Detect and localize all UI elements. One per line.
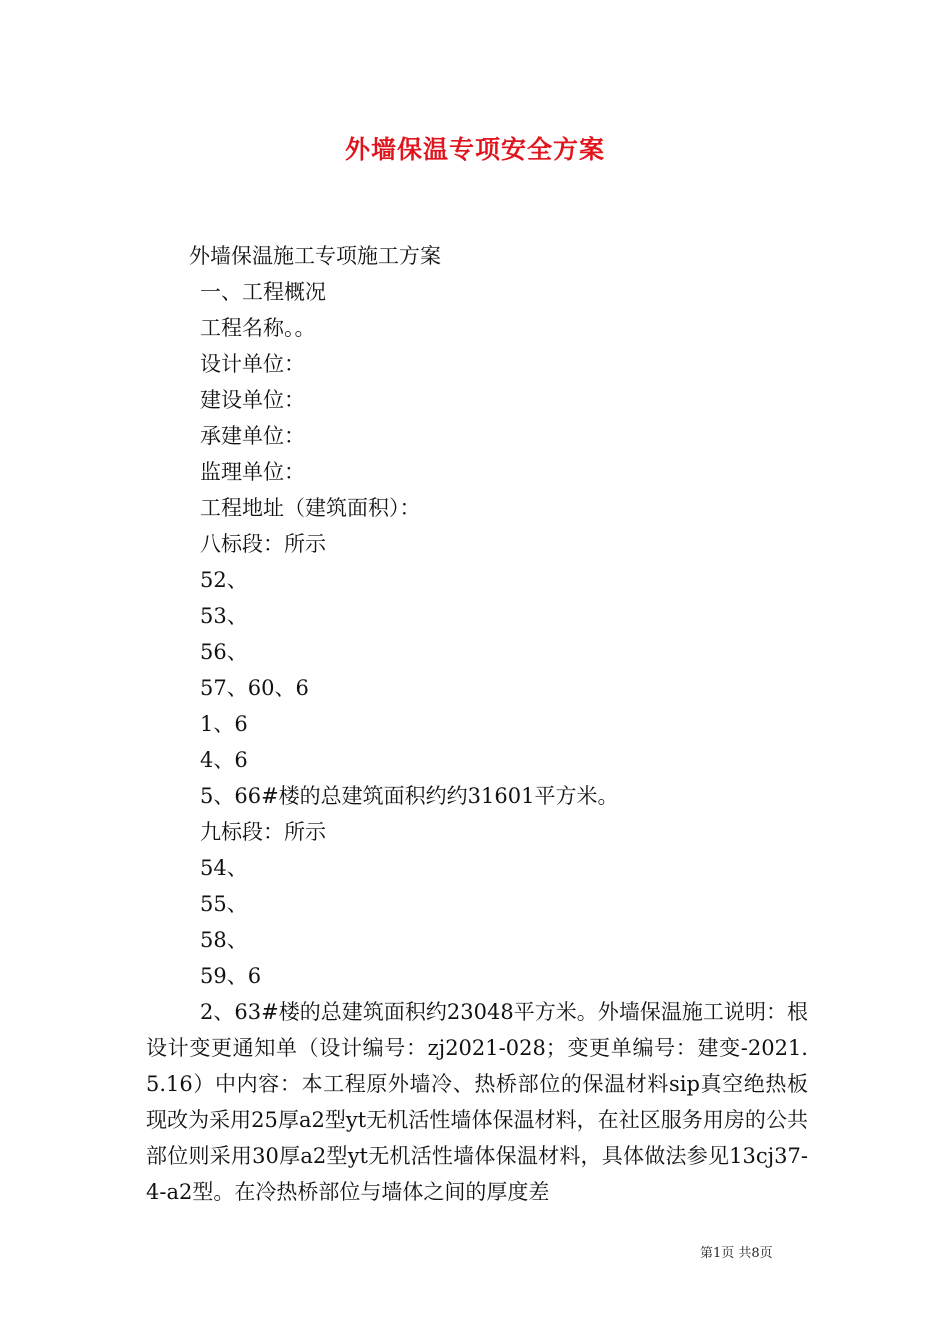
text-line: 4、6 (200, 748, 248, 772)
text-line: 54、 (200, 856, 248, 880)
text-line: 5、66#楼的总建筑面积约约31601平方米。 (200, 784, 619, 808)
text-line: 59、6 (200, 964, 262, 988)
text-line: 工程名称。。 (200, 316, 316, 340)
document-body (146, 238, 808, 1210)
text-line: 工程地址（建筑面积）： (200, 496, 421, 520)
text-line: 九标段：所示 (200, 820, 326, 844)
document-title: 外墙保温专项安全方案 (344, 135, 605, 164)
text-line: 53、 (200, 604, 248, 628)
text-line: 58、 (200, 928, 248, 952)
text-line: 监理单位： (200, 460, 305, 484)
text-line: 建设单位： (200, 388, 305, 412)
text-line: 承建单位： (200, 424, 305, 448)
text-line: 设计单位： (200, 352, 305, 376)
text-line: 55、 (200, 892, 248, 916)
text-line: 57、60、6 (200, 676, 309, 700)
text-line: 52、 (200, 568, 248, 592)
text-line: 56、 (200, 640, 248, 664)
text-line: 1、6 (200, 712, 248, 736)
text-line: 外墙保温施工专项施工方案 (189, 244, 441, 268)
text-line: 一、工程概况 (200, 280, 326, 304)
body-paragraph: 2、63#楼的总建筑面积约23048平方米。外墙保温施工说明：根设计变更通知单（设计编号：zj2021-028；变更单编号：建变-2021.5.16）中内容：本工程原外墙冷、热桥部位的保温材料sip真空绝热板现改为采用25厚a2型yt无机活性墙体保温材料，在社区服务用房的公共部位则采用30厚a2型yt无机活性墙体保温材料，具体做法参见13cj37-4-a2型。在冷热桥部位与墙体之间的厚度差 (146, 1000, 808, 1204)
page-number-footer: 第1页 共8页 (700, 1246, 773, 1261)
text-line: 八标段：所示 (200, 532, 326, 556)
